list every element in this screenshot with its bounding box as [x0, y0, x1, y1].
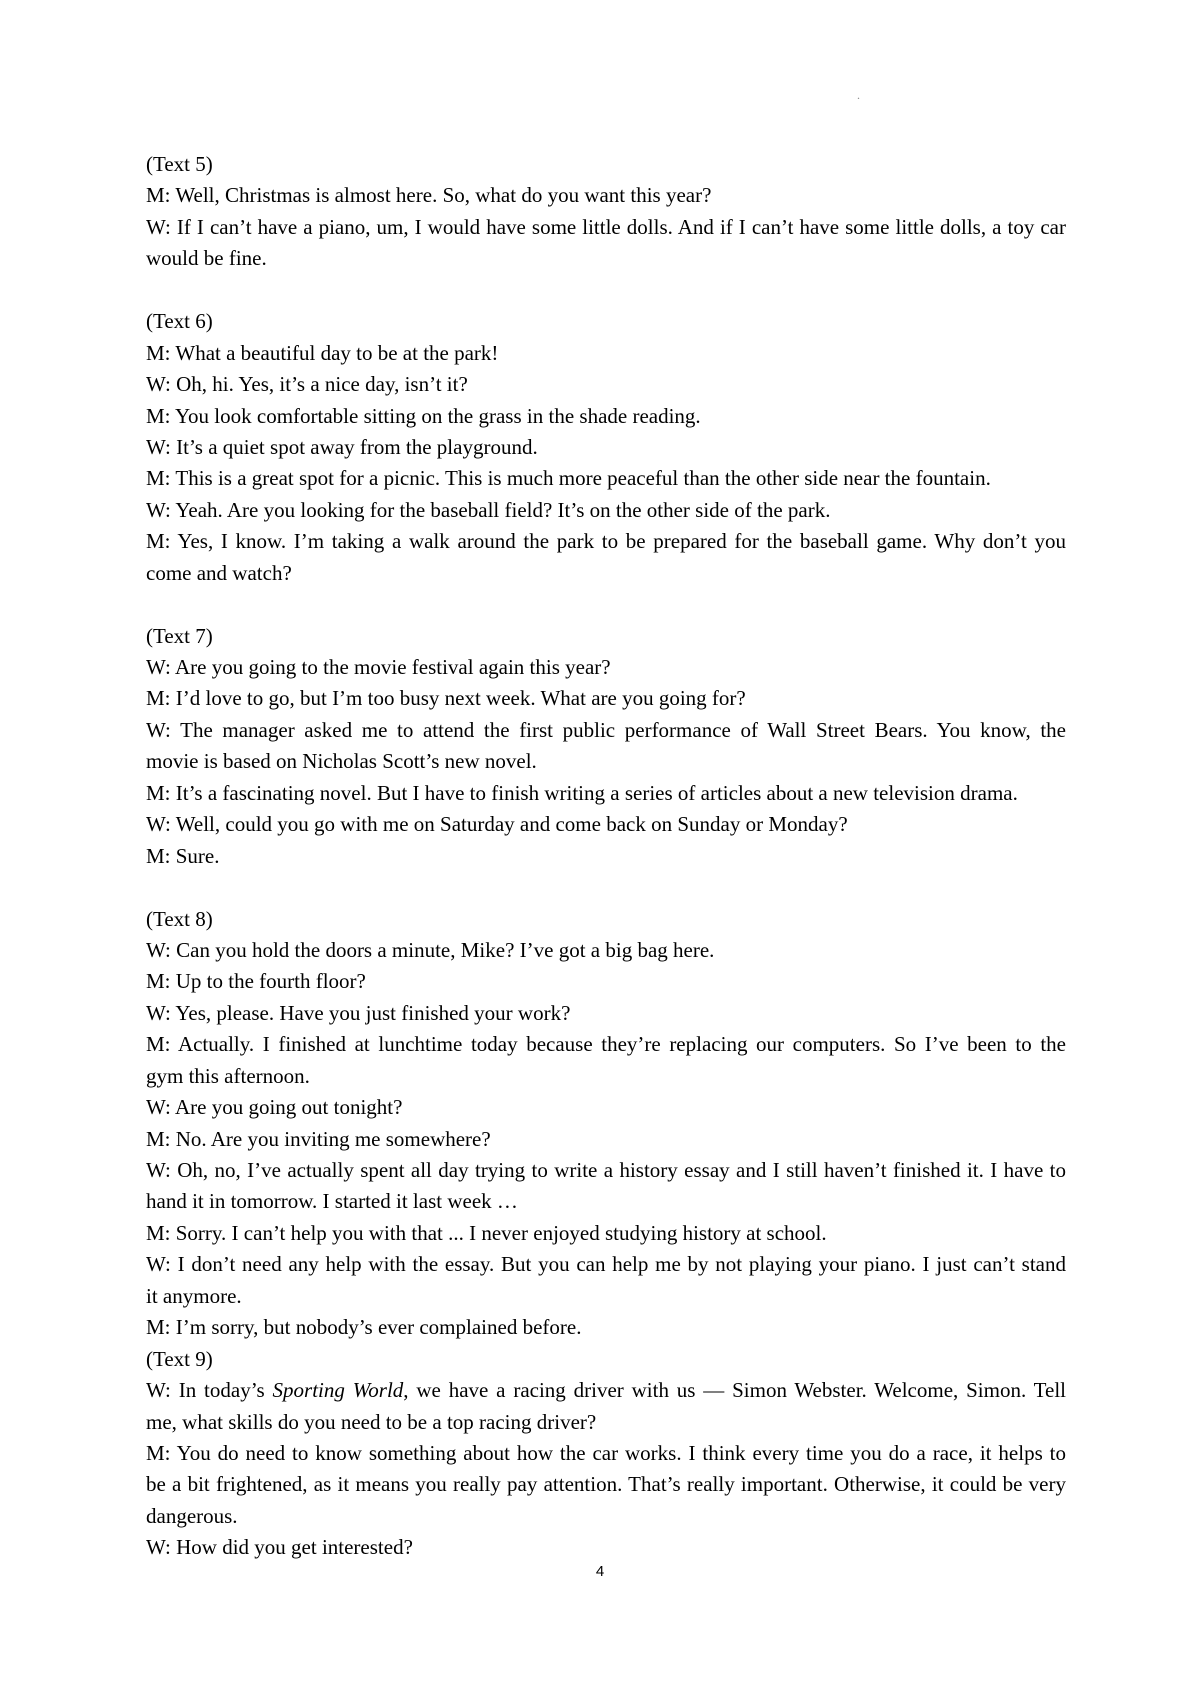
- dialogue-line: me, what skills do you need to be a top racing driver?: [146, 1409, 597, 1434]
- section-heading: (Text 7): [146, 623, 213, 648]
- text-section: [146, 1344, 1066, 1564]
- dialogue-line: M: Up to the fourth floor?: [146, 969, 366, 994]
- section-heading: (Text 9): [146, 1346, 213, 1371]
- dialogue-text: , we have a racing driver with us — Simon Webster. Welcome, Simon. Tell: [403, 1378, 1066, 1403]
- header-mark: .: [857, 88, 860, 102]
- dialogue-line: W: If I can’t have a piano, um, I would have some little dolls. And if I can’t have some little dolls, a toy car: [146, 214, 1066, 239]
- text-section: [146, 904, 1066, 1344]
- dialogue-line: [146, 1375, 1066, 1406]
- dialogue-line: gym this afternoon.: [146, 1063, 310, 1088]
- dialogue-line: it anymore.: [146, 1283, 242, 1308]
- dialogue-line: W: Can you hold the doors a minute, Mike? I’ve got a big bag here.: [146, 937, 715, 962]
- dialogue-line: W: Are you going to the movie festival again this year?: [146, 655, 611, 679]
- dialogue-line: M: What a beautiful day to be at the park!: [146, 340, 499, 365]
- dialogue-line: M: This is a great spot for a picnic. This is much more peaceful than the other side near the fountain.: [146, 466, 991, 491]
- dialogue-line: M: It’s a fascinating novel. But I have to finish writing a series of articles about a new television drama.: [146, 780, 1018, 805]
- dialogue-line: W: It’s a quiet spot away from the playground.: [146, 434, 538, 459]
- dialogue-line: W: Oh, no, I’ve actually spent all day trying to write a history essay and I still haven’t finished it. I have to: [146, 1158, 1066, 1182]
- dialogue-line: W: Well, could you go with me on Saturday and come back on Sunday or Monday?: [146, 812, 848, 837]
- dialogue-line: W: Yeah. Are you looking for the baseball field? It’s on the other side of the park.: [146, 497, 831, 522]
- dialogue-line: M: No. Are you inviting me somewhere?: [146, 1126, 491, 1151]
- page-number: 4: [595, 1563, 605, 1580]
- dialogue-line: hand it in tomorrow. I started it last week …: [146, 1189, 518, 1214]
- dialogue-line: M: Actually. I finished at lunchtime today because they’re replacing our computers. So I’ve been to the: [146, 1032, 1066, 1057]
- dialogue-line: W: I don’t need any help with the essay. But you can help me by not playing your piano. I just can’t stand: [146, 1252, 1066, 1277]
- dialogue-line: movie is based on Nicholas Scott’s new novel.: [146, 749, 537, 774]
- dialogue-line: W: Are you going out tonight?: [146, 1095, 403, 1120]
- dialogue-line: M: Sure.: [146, 843, 220, 868]
- dialogue-line: M: I’d love to go, but I’m too busy next week. What are you going for?: [146, 686, 746, 711]
- dialogue-line: W: Oh, hi. Yes, it’s a nice day, isn’t it?: [146, 372, 468, 397]
- dialogue-line: M: I’m sorry, but nobody’s ever complained before.: [146, 1315, 582, 1340]
- dialogue-line: M: You do need to know something about how the car works. I think every time you do a race, it helps to: [146, 1440, 1066, 1465]
- program-title: Sporting World: [272, 1378, 404, 1403]
- transcript-body: [146, 149, 1066, 1564]
- dialogue-line: W: How did you get interested?: [146, 1535, 413, 1560]
- dialogue-text: W: In today’s: [146, 1378, 273, 1403]
- section-heading: (Text 6): [146, 309, 213, 334]
- dialogue-line: would be fine.: [146, 246, 267, 271]
- section-heading: (Text 5): [146, 152, 213, 176]
- text-section: [146, 306, 1066, 589]
- dialogue-line: M: Well, Christmas is almost here. So, what do you want this year?: [146, 183, 712, 208]
- dialogue-line: M: Sorry. I can’t help you with that ... I never enjoyed studying history at school.: [146, 1220, 827, 1245]
- dialogue-line: come and watch?: [146, 560, 292, 585]
- dialogue-line: M: You look comfortable sitting on the grass in the shade reading.: [146, 403, 701, 428]
- dialogue-line: M: Yes, I know. I’m taking a walk around the park to be prepared for the baseball game. Why don’t you: [146, 529, 1066, 554]
- dialogue-line: W: Yes, please. Have you just finished your work?: [146, 1000, 571, 1025]
- section-heading: (Text 8): [146, 906, 213, 931]
- text-section: [146, 621, 1066, 873]
- dialogue-line: dangerous.: [146, 1503, 238, 1528]
- dialogue-line: be a bit frightened, as it means you really pay attention. That’s really important. Otherwise, it could be very: [146, 1472, 1066, 1497]
- dialogue-line: W: The manager asked me to attend the first public performance of Wall Street Bears. You know, the: [146, 717, 1066, 742]
- text-section: [146, 149, 1066, 275]
